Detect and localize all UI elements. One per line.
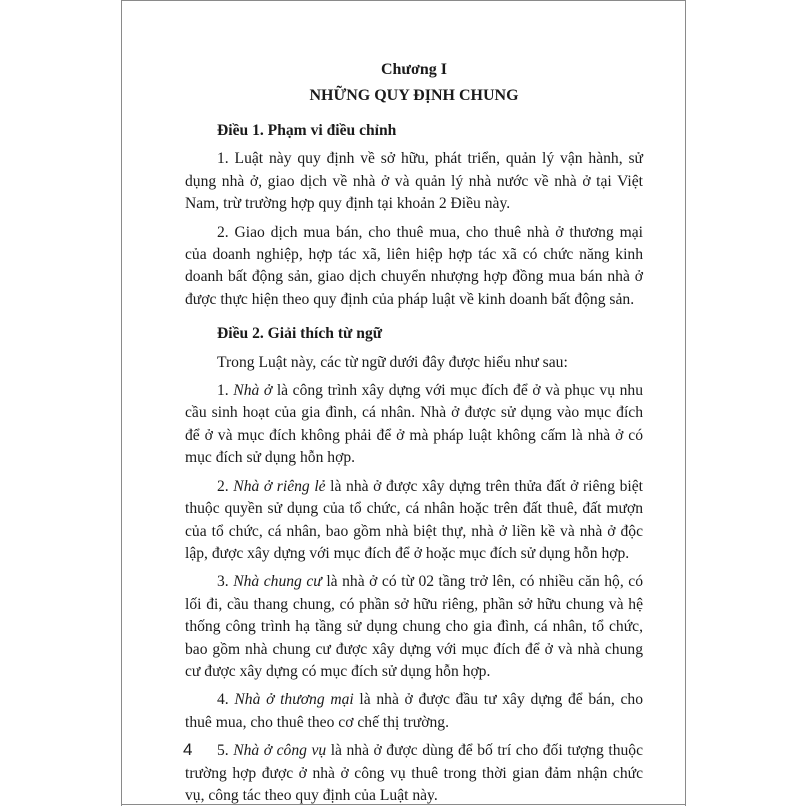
definition-item (185, 740, 643, 806)
article-1-paragraph-1: 1. Luật này quy định về sở hữu, phát triển, quản lý vận hành, sử dụng nhà ở, giao dịch về nhà ở và quản lý nhà nước về nhà ở tại Việt Nam, trừ trường hợp quy định tại khoản 2 Điều này. (185, 150, 643, 213)
definition-item (185, 689, 643, 734)
definition-term: Nhà chung cư (233, 573, 322, 591)
page-frame-top (121, 0, 685, 1)
definition-term: Nhà ở công vụ (233, 742, 327, 760)
definition-number: 5. (217, 742, 234, 760)
article-2-intro: Trong Luật này, các từ ngữ dưới đây được hiểu như sau: (217, 353, 568, 371)
document-page (185, 58, 643, 806)
definition-number: 2. (217, 477, 234, 495)
article-1-heading: Điều 1. Phạm vi điều chỉnh (217, 122, 397, 139)
definition-text: là nhà ở có từ 02 tầng trở lên, có nhiều căn hộ, có lối đi, cầu thang chung, có phần sở hữu riêng, phần sở hữu chung và hệ thống công trình hạ tầng sử dụng chung cho gia đình, cá nhân, tổ chức, bao gồm nhà chung cư được xây dựng với mục đích để ở và nhà chung cư được xây dựng có mục đích sử dụng hỗn hợp. (185, 573, 643, 680)
page-frame-right (685, 0, 686, 806)
definition-number: 1. (217, 382, 234, 400)
definition-text: là công trình xây dựng với mục đích để ở và phục vụ nhu cầu sinh hoạt của gia đình, cá nhân. Nhà ở được sử dụng vào mục đích để ở và mục đích không phải để ở mà pháp luật không cấm là nhà ở có mục đích sử dụng hỗn hợp. (185, 382, 643, 467)
definition-text: là nhà ở được xây dựng trên thửa đất ở riêng biệt thuộc quyền sử dụng của tổ chức, cá nhân hoặc trên đất thuê, đất mượn của tổ chức, cá nhân, bao gồm nhà biệt thự, nhà ở liền kề và nhà ở độc lập, được xây dựng với mục đích để ở hoặc mục đích sử dụng hỗn hợp. (185, 477, 643, 562)
definition-number: 4. (217, 691, 235, 709)
definition-text: là nhà ở được đầu tư xây dựng để bán, cho thuê mua, cho thuê theo cơ chế thị trường. (185, 691, 643, 731)
definition-item (185, 476, 643, 566)
definition-text: là nhà ở được dùng để bố trí cho đối tượng thuộc trường hợp được ở nhà ở công vụ thuê trong thời gian đảm nhận chức vụ, công tác theo quy định của Luật này. (185, 742, 644, 804)
definition-term: Nhà ở thương mại (234, 691, 354, 709)
page-number: 4 (183, 740, 193, 759)
definition-number: 3. (217, 573, 234, 591)
chapter-number: Chương I (380, 61, 448, 78)
article-2-heading: Điều 2. Giải thích từ ngữ (217, 325, 383, 343)
page-frame-left (121, 0, 122, 806)
article-1-paragraph-2: 2. Giao dịch mua bán, cho thuê mua, cho thuê nhà ở thương mại của doanh nghiệp, hợp tác xã, liên hiệp hợp tác xã có chức năng kinh doanh bất động sản, giao dịch chuyển nhượng hợp đồng mua bán nhà ở được thực hiện theo quy định của pháp luật về kinh doanh bất động sản. (185, 223, 643, 308)
definition-item (185, 380, 643, 470)
chapter-title: NHỮNG QUY ĐỊNH CHUNG (309, 87, 519, 104)
definition-item (185, 571, 643, 683)
definition-term: Nhà ở (233, 382, 273, 400)
definition-term: Nhà ở riêng lẻ (233, 477, 326, 495)
